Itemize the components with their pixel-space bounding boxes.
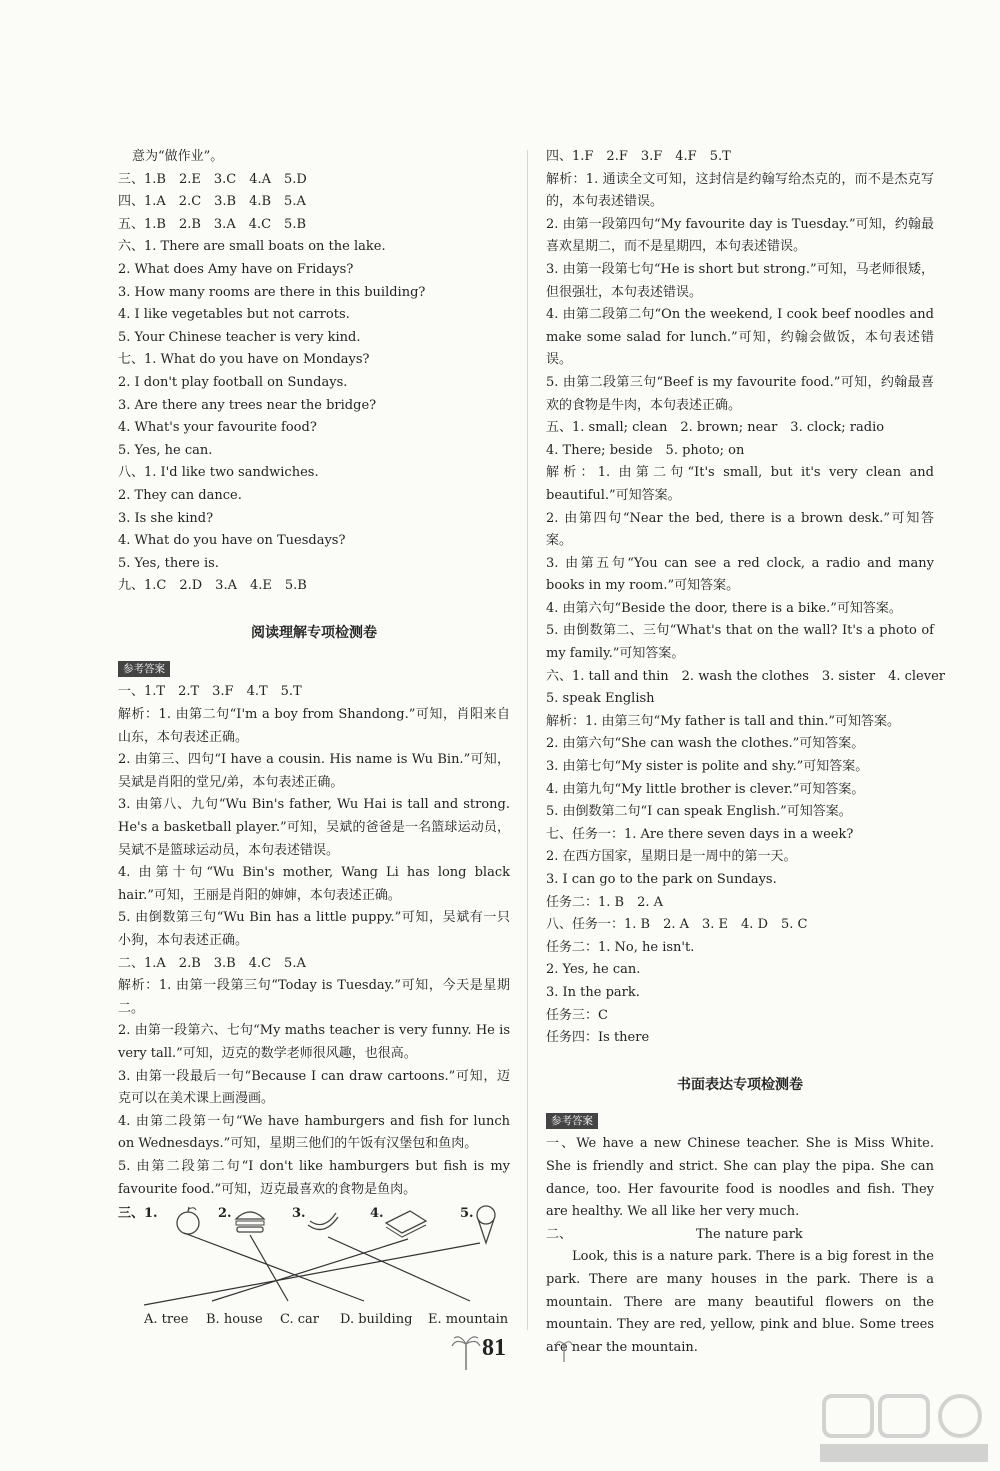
right-answer-line: 六、1. tall and thin 2. wash the clothes 3. sister 4. clever xyxy=(546,668,945,684)
right-answer-line: 2. 由第一段第四句“My favourite day is Tuesday.”可知，约翰最喜欢星期二，而不是星期四，本句表述错误。 xyxy=(546,216,934,255)
left-answer-line: 3. Is she kind? xyxy=(118,510,214,526)
writing-answer-2-heading xyxy=(546,1224,934,1247)
option-a: A. tree xyxy=(144,1312,189,1328)
writing-answer-1: 一、We have a new Chinese teacher. She is Miss White. She is friendly and strict. She can play the pipa. She can dance, too. Her favourite food is noodles and fish. They are healthy. We all like her very much. xyxy=(546,1136,934,1220)
right-answer-line: 解析：1. 由第二句“It's small, but it's very clean and beautiful.”可知答案。 xyxy=(546,465,934,503)
right-answer-line: 五、1. small; clean 2. brown; near 3. clock; radio xyxy=(546,420,885,436)
right-answer-line: 2. Yes, he can. xyxy=(546,962,641,978)
match-line-4 xyxy=(212,1239,408,1301)
bananas-icon xyxy=(308,1213,338,1230)
match-line-3 xyxy=(328,1237,470,1301)
right-answer-line: 任务三：C xyxy=(546,1007,608,1023)
right-answer-line: 5. 由倒数第二句“I can speak English.”可知答案。 xyxy=(546,804,852,820)
option-e: E. mountain xyxy=(428,1312,509,1328)
right-answer-line: 4. 由第六句“Beside the door, there is a bike.”可知答案。 xyxy=(546,600,902,616)
ice-cream-icon xyxy=(477,1206,495,1243)
left-answer-line: 七、1. What do you have on Mondays? xyxy=(118,352,370,368)
left-answer-line: 4. What do you have on Tuesdays? xyxy=(118,533,346,549)
right-answer-line: 七、任务一：1. Are there seven days in a week? xyxy=(546,826,854,842)
right-answer-line: 5. speak English xyxy=(546,691,655,707)
reading-answer-line: 解析：1. 由第一段第三句“Today is Tuesday.”可知，今天是星期二。 xyxy=(118,978,510,1016)
reading-answer-line: 2. 由第一段第六、七句“My maths teacher is very funny. He is very tall.”可知，迈克的数学老师很风趣，也很高。 xyxy=(118,1023,510,1061)
reading-answer-line: 二、1.A 2.B 3.B 4.C 5.A xyxy=(118,955,306,971)
sandwich-icon xyxy=(386,1211,426,1237)
right-answer-line: 任务二：1. No, he isn't. xyxy=(546,939,695,955)
right-answer-line: 2. 在西方国家，星期日是一周中的第一天。 xyxy=(546,849,797,865)
palm-tree-icon xyxy=(452,1337,480,1370)
right-answer-line: 3. I can go to the park on Sundays. xyxy=(546,872,777,887)
left-answer-line: 5. Yes, he can. xyxy=(118,442,213,458)
left-answer-line: 意为“做作业”。 xyxy=(132,149,224,164)
reading-answer-line: 解析：1. 由第二句“I'm a boy from Shandong.”可知，肖阳来自山东，本句表述正确。 xyxy=(118,707,510,745)
match-number-4: 4. xyxy=(370,1206,384,1222)
right-answer-line: 4. There; beside 5. photo; on xyxy=(546,442,745,458)
right-answer-line: 4. 由第二段第二句“On the weekend, I cook beef noodles and make some salad for lunch.”可知，约翰会做饭，本句表述错误。 xyxy=(546,307,934,368)
reading-answer-line: 5. 由倒数第三句“Wu Bin has a little puppy.”可知，吴斌有一只小狗，本句表述正确。 xyxy=(118,910,510,948)
left-answer-line: 3. Are there any trees near the bridge? xyxy=(118,397,377,413)
match-line-1 xyxy=(184,1233,364,1301)
reading-answer-line: 3. 由第一段最后一句“Because I can draw cartoons.”可知，迈克可以在美术课上画漫画。 xyxy=(118,1068,510,1107)
left-answer-line: 六、1. There are small boats on the lake. xyxy=(118,239,386,255)
left-answer-line: 5. Your Chinese teacher is very kind. xyxy=(118,329,361,345)
option-d: D. building xyxy=(340,1312,413,1328)
answer-tag-writing: 参考答案 xyxy=(546,1113,598,1129)
watermark-logo xyxy=(820,1392,988,1466)
essay-title: The nature park xyxy=(696,1226,803,1242)
left-answer-line: 九、1.C 2.D 3.A 4.E 5.B xyxy=(118,578,307,594)
hamburger-icon xyxy=(236,1212,264,1232)
right-answer-line: 3. 由第一段第七句“He is short but strong.”可知，马老师很矮，但很强壮，本句表述错误。 xyxy=(546,261,934,300)
right-answer-line: 任务二：1. B 2. A xyxy=(546,894,664,910)
right-answer-line: 3. 由第七句“My sister is polite and shy.”可知答案。 xyxy=(546,759,869,775)
right-answer-line: 3. In the park. xyxy=(546,984,640,1000)
page-number: 81 xyxy=(482,1335,506,1361)
reading-answer-line: 3. 由第八、九句“Wu Bin's father, Wu Hai is tall and strong. He's a basketball player.”可知，吴斌的爸爸是一名篮球运动员，吴斌不是篮球运动员，本句表述错误。 xyxy=(118,797,510,858)
right-answer-line: 2. 由第六句“She can wash the clothes.”可知答案。 xyxy=(546,736,865,752)
right-answer-line: 四、1.F 2.F 3.F 4.F 5.T xyxy=(546,149,731,164)
reading-answer-line: 2. 由第三、四句“I have a cousin. His name is Wu Bin.”可知，吴斌是肖阳的堂兄/弟，本句表述正确。 xyxy=(118,752,510,790)
reading-answer-lines xyxy=(118,681,510,1201)
right-column xyxy=(546,146,945,1359)
essay-body: Look, this is a nature park. There is a big forest in the park. There are many houses in the park. There is a mountain. There are many beautiful flowers on the mountain. They are red, yellow, pink and blue. Some trees are near the mountain. xyxy=(546,1249,934,1355)
right-answer-line: 2. 由第四句“Near the bed, there is a brown desk.”可知答案。 xyxy=(546,510,934,549)
right-answer-line: 4. 由第九句“My little brother is clever.”可知答案。 xyxy=(546,781,865,797)
left-answer-lines xyxy=(118,146,510,598)
right-answer-line: 八、任务一：1. B 2. A 3. E 4. D 5. C xyxy=(546,917,808,933)
right-answer-line: 任务四：Is there xyxy=(546,1030,650,1046)
match-number-3: 3. xyxy=(292,1206,306,1222)
left-answer-line: 4. I like vegetables but not carrots. xyxy=(118,307,350,323)
left-answer-line: 2. What does Amy have on Fridays? xyxy=(118,261,354,277)
reading-answer-line: 一、1.T 2.T 3.F 4.T 5.T xyxy=(118,684,302,700)
matching-question xyxy=(118,1203,510,1335)
right-answer-lines xyxy=(546,146,945,1050)
right-answer-line: 3. 由第五句“You can see a red clock, a radio and many books in my room.”可知答案。 xyxy=(546,555,934,594)
left-answer-line: 3. How many rooms are there in this building? xyxy=(118,284,426,300)
answer-tag: 参考答案 xyxy=(118,661,170,677)
left-answer-line: 2. They can dance. xyxy=(118,487,242,503)
left-answer-line: 三、1.B 2.E 3.C 4.A 5.D xyxy=(118,171,307,187)
match-line-5 xyxy=(144,1243,480,1305)
writing-section-title: 书面表达专项检测卷 xyxy=(677,1076,803,1093)
right-answer-line: 解析：1. 由第三句“My father is tall and thin.”可知答案。 xyxy=(546,713,901,729)
left-answer-line: 五、1.B 2.B 3.A 4.C 5.B xyxy=(118,216,307,232)
column-divider xyxy=(527,150,528,1330)
left-answer-line: 4. What's your favourite food? xyxy=(118,420,317,436)
reading-section-title: 阅读理解专项检测卷 xyxy=(251,624,377,641)
left-column xyxy=(118,146,510,1335)
match-number-5: 5. xyxy=(460,1206,474,1222)
reading-answer-line: 4. 由第十句“Wu Bin's mother, Wang Li has long black hair.”可知，王丽是肖阳的婶婶，本句表述正确。 xyxy=(118,865,510,903)
right-answer-line: 5. 由第二段第三句“Beef is my favourite food.”可知，约翰最喜欢的食物是牛肉，本句表述正确。 xyxy=(546,374,934,413)
match-label: 三、 xyxy=(118,1206,145,1222)
match-number-1: 1. xyxy=(144,1206,158,1222)
match-number-2: 2. xyxy=(218,1206,232,1222)
right-answer-line: 5. 由倒数第二、三句“What's that on the wall? It's a photo of my family.”可知答案。 xyxy=(546,623,934,662)
match-line-2 xyxy=(250,1235,288,1301)
left-answer-line: 四、1.A 2.C 3.B 4.B 5.A xyxy=(118,194,306,210)
left-answer-line: 八、1. I'd like two sandwiches. xyxy=(118,465,319,481)
reading-answer-line: 5. 由第二段第二句“I don't like hamburgers but fish is my favourite food.”可知，迈克最喜欢的食物是鱼肉。 xyxy=(118,1158,510,1197)
small-palm-icon xyxy=(556,1342,572,1362)
apple-icon xyxy=(177,1207,199,1234)
writing-answer-2-label: 二、 xyxy=(546,1226,573,1242)
reading-answer-line: 4. 由第二段第一句“We have hamburgers and fish for lunch on Wednesdays.”可知，星期三他们的午饭有汉堡包和鱼肉。 xyxy=(118,1113,510,1152)
option-c: C. car xyxy=(280,1312,319,1328)
right-answer-line: 解析：1. 通读全文可知，这封信是约翰写给杰克的，而不是杰克写的，本句表述错误。 xyxy=(546,171,934,210)
option-b: B. house xyxy=(206,1312,263,1328)
left-answer-line: 2. I don't play football on Sundays. xyxy=(118,374,348,390)
left-answer-line: 5. Yes, there is. xyxy=(118,555,219,571)
